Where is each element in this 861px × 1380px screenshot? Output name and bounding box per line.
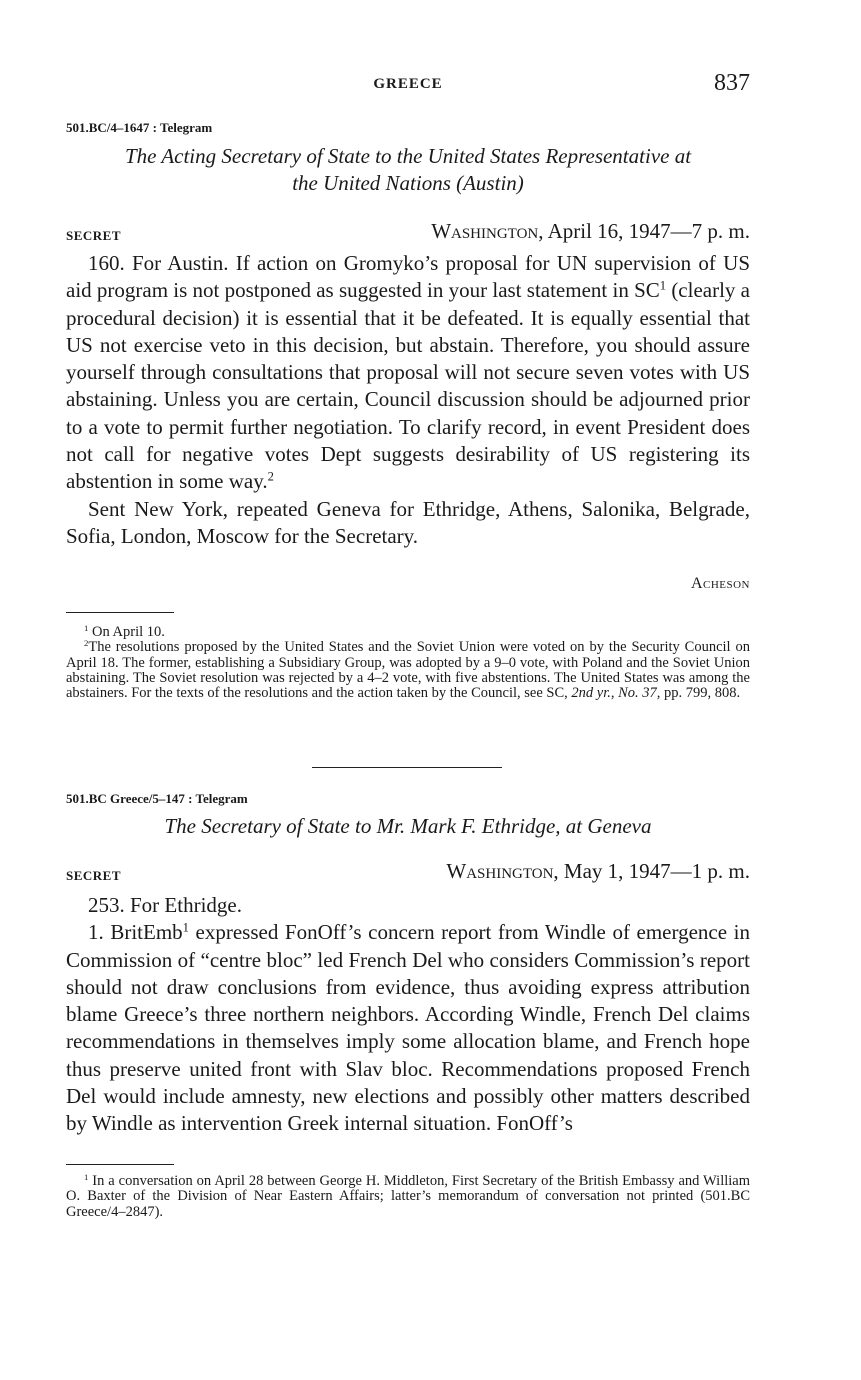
doc1-file-reference: 501.BC/4–1647 : Telegram xyxy=(66,120,213,135)
doc1-paragraph-1 xyxy=(66,250,750,496)
footnote-rule xyxy=(66,1164,174,1165)
doc1-heading-line2: the United Nations (Austin) xyxy=(292,171,524,195)
doc1-date: , April 16, 1947—7 p. m. xyxy=(538,219,750,243)
doc2-date: , May 1, 1947—1 p. m. xyxy=(553,859,750,883)
footnote-text: pp. 799, 808. xyxy=(660,685,741,702)
footnote-text: In a conversation on April 28 between George H. Middleton, First Secretary of the British Embassy and William O. Baxter of the Division of Near Eastern Affairs; latter’s memorandum of conversation not printed (501.BC Greece/4–2847). xyxy=(66,1173,750,1220)
doc2-file-reference: 501.BC Greece/5–147 : Telegram xyxy=(66,791,248,806)
doc2-classification: SECRET xyxy=(66,868,122,883)
doc2-dateline xyxy=(446,859,750,884)
doc1-footnote-2 xyxy=(66,640,750,701)
footnote-text: The resolutions proposed by the United States and the Soviet Union were voted on by the Security Council on April 18. The former, establishing a Subsidiary Group, was adopted by a 9–0 vote, with Poland and the Soviet Union abstaining. The Soviet resolution was rejected by a 4–2 vote, with five abstentions. The United States was among the abstainers. For the texts of the resolutions and the action taken by the Council, see SC, xyxy=(66,639,750,702)
running-head xyxy=(66,70,750,100)
doc2-paragraph-2 xyxy=(66,919,750,1137)
footnote-marker: 2 xyxy=(84,638,89,649)
doc2-footnotes xyxy=(66,1171,750,1220)
doc1-place: Washington xyxy=(431,219,539,243)
doc2-place: Washington xyxy=(446,859,554,883)
doc1-signature: Acheson xyxy=(690,575,750,592)
doc2-body xyxy=(66,892,750,1138)
page-number: 837 xyxy=(714,70,750,96)
section-separator xyxy=(312,767,502,768)
doc1-dateline xyxy=(431,219,750,244)
doc2-paragraph-2-part-a: 1. BritEmb xyxy=(88,920,183,945)
doc1-footnote-1 xyxy=(66,622,750,640)
doc2-heading: The Secretary of State to Mr. Mark F. Ethridge, at Geneva xyxy=(164,814,652,838)
doc1-classification: SECRET xyxy=(66,228,122,243)
doc1-paragraph-2: Sent New York, repeated Geneva for Ethridge, Athens, Salonika, Belgrade, Sofia, London, Moscow for the Secretary. xyxy=(66,496,750,548)
doc1-paragraph-1-part-b: (clearly a procedural decision) it is essential that it be defeated. It is equally essential that US not exercise veto in this decision, but abstain. Therefore, you should assure yourself through consultations that proposal will not secure seven votes with US abstaining. Unless you are certain, Council discussion should be adjourned prior to a vote to permit further negotiation. To clarify record, in event President does not call for negative votes Dept suggests desirability of US registering its abstention in some way. xyxy=(66,278,751,494)
footnote-ref-1: 1 xyxy=(182,920,189,935)
doc2-footnote-1 xyxy=(66,1171,750,1220)
footnote-rule xyxy=(66,612,174,613)
footnote-marker: 1 xyxy=(84,622,89,633)
doc1-heading xyxy=(66,143,750,197)
running-head-title: GREECE xyxy=(373,76,443,92)
doc1-footnotes xyxy=(66,622,750,702)
footnote-text: On April 10. xyxy=(88,624,165,640)
doc2-classification-line xyxy=(66,858,750,884)
doc1-body xyxy=(66,250,750,550)
doc2-paragraph-2-part-b: expressed FonOff’s concern report from Windle of emergence in Commission of “centre bloc” led French Del who considers Commission’s report should not draw conclusions from evidence, thus avoiding express attribution blame Greece’s three northern neighbors. According Windle, French Del claims recommendations in themselves imply some allocation blame, and French hope thus preserve united front with Slav bloc. Recommendations proposed French Del would include amnesty, new elections and possibly other matters described by Windle as intervention Greek internal situation. FonOff’s xyxy=(66,920,750,1136)
doc1-paragraph-1-part-a: 160. For Austin. If action on Gromyko’s proposal for UN supervision of US aid program is not postponed as suggested in your last statement in SC xyxy=(66,251,750,303)
footnote-citation-italic: 2nd yr., No. 37, xyxy=(571,685,661,702)
doc2-paragraph-1: 253. For Ethridge. xyxy=(88,893,242,917)
footnote-marker: 1 xyxy=(84,1171,89,1182)
doc1-classification-line xyxy=(66,218,750,244)
doc1-heading-line1: The Acting Secretary of State to the United States Representative at xyxy=(124,144,692,168)
footnote-ref-2: 2 xyxy=(267,469,274,484)
footnote-ref-1: 1 xyxy=(659,278,667,293)
